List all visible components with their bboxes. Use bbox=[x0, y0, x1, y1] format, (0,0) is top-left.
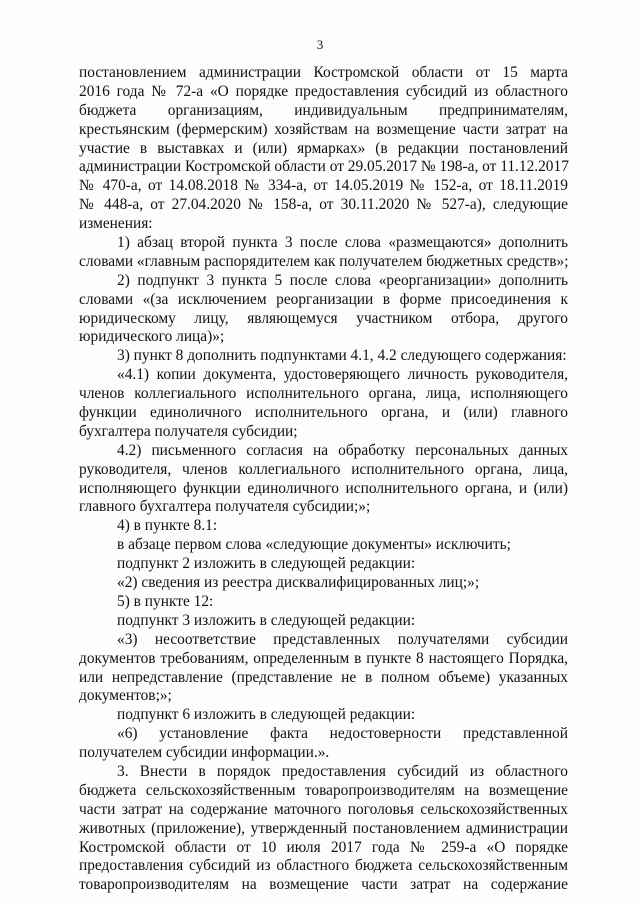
text-line: «4.1) копии документа, удостоверяющего личность руководителя, bbox=[117, 366, 568, 384]
text-line: 2) подпункт 3 пункта 5 после слова «реорганизации» дополнить bbox=[117, 271, 568, 289]
text-line: юридическому лицу, являющемуся участником отбора, другого bbox=[79, 309, 568, 327]
text-line: документов;»; bbox=[79, 687, 172, 705]
text-line: функции единоличного исполнительного органа, и (или) главного bbox=[79, 404, 568, 422]
text-line: членов коллегиального исполнительного органа, лица, исполняющего bbox=[79, 385, 568, 403]
text-line: словами «главным распорядителем как получателем бюджетных средств»; bbox=[79, 252, 569, 270]
text-line: 4.2) письменного согласия на обработку персональных данных bbox=[117, 441, 568, 459]
text-line: товаропроизводителям на возмещение части затрат на содержание bbox=[79, 876, 568, 894]
text-line: «2) сведения из реестра дисквалифицированных лиц;»; bbox=[117, 574, 480, 592]
text-line: № 448-а, от 27.04.2020 № 158-а, от 30.11.2020 № 527-а), следующие bbox=[79, 196, 568, 214]
text-line: документов требованиям, определенным в пункте 8 настоящего Порядка, bbox=[79, 649, 568, 667]
page-number: 3 bbox=[316, 37, 324, 52]
text-line: 5) в пункте 12: bbox=[117, 592, 214, 610]
text-line: администрации Костромской области от 29.05.2017 № 198-а, от 11.12.2017 bbox=[79, 158, 569, 176]
text-line: части затрат на содержание маточного поголовья сельскохозяйственных bbox=[79, 800, 568, 818]
text-line: подпункт 6 изложить в следующей редакции: bbox=[117, 706, 416, 724]
text-line: исполняющего функции единоличного исполнительного органа, и (или) bbox=[79, 479, 568, 497]
text-line: юридического лица)»; bbox=[79, 328, 225, 346]
text-line: 4) в пункте 8.1: bbox=[117, 517, 218, 535]
text-line: словами «(за исключением реорганизации в форме присоединения к bbox=[79, 290, 568, 308]
text-line: бюджета сельскохозяйственным товаропроизводителям на возмещение bbox=[79, 781, 568, 799]
text-line: «3) несоответствие представленных получателями субсидии bbox=[117, 630, 568, 648]
text-line: бюджета организациям, индивидуальным предпринимателям, bbox=[79, 101, 568, 119]
text-line: 3) пункт 8 дополнить подпунктами 4.1, 4.2 следующего содержания: bbox=[117, 347, 567, 365]
text-line: 3. Внести в порядок предоставления субсидий из областного bbox=[117, 762, 568, 780]
text-line: «6) установление факта недостоверности представленной bbox=[117, 725, 568, 743]
text-line: животных (приложение), утвержденный постановлением администрации bbox=[79, 819, 568, 837]
text-line: в абзаце первом слова «следующие документы» исключить; bbox=[117, 536, 511, 554]
text-line: участие в выставках и (или) ярмарках» (в редакции постановлений bbox=[79, 139, 568, 157]
text-line: главного бухгалтера получателя субсидии;»; bbox=[79, 498, 371, 516]
text-line: руководителя, членов коллегиального исполнительного органа, лица, bbox=[79, 460, 568, 478]
text-line: 2016 года № 72-а «О порядке предоставления субсидий из областного bbox=[79, 82, 568, 100]
text-line: подпункт 2 изложить в следующей редакции: bbox=[117, 555, 416, 573]
text-line: получателем субсидии информации.». bbox=[79, 744, 330, 762]
text-line: подпункт 3 изложить в следующей редакции: bbox=[117, 611, 416, 629]
text-line: постановлением администрации Костромской области от 15 марта bbox=[79, 64, 568, 81]
text-line: изменения: bbox=[79, 215, 153, 233]
text-line: Костромской области от 10 июля 2017 года № 259-а «О порядке bbox=[79, 838, 568, 856]
document-body bbox=[79, 64, 568, 895]
text-line: или непредставление (представление не в полном объеме) указанных bbox=[79, 668, 568, 686]
text-line: предоставления субсидий из областного бюджета сельскохозяйственным bbox=[79, 857, 568, 875]
text-line: бухгалтера получателя субсидии; bbox=[79, 422, 298, 440]
text-line: 1) абзац второй пункта 3 после слова «размещаются» дополнить bbox=[117, 234, 568, 252]
text-line: № 470-а, от 14.08.2018 № 334-а, от 14.05.2019 № 152-а, от 18.11.2019 bbox=[79, 177, 568, 195]
text-line: крестьянским (фермерским) хозяйствам на возмещение части затрат на bbox=[79, 120, 568, 138]
